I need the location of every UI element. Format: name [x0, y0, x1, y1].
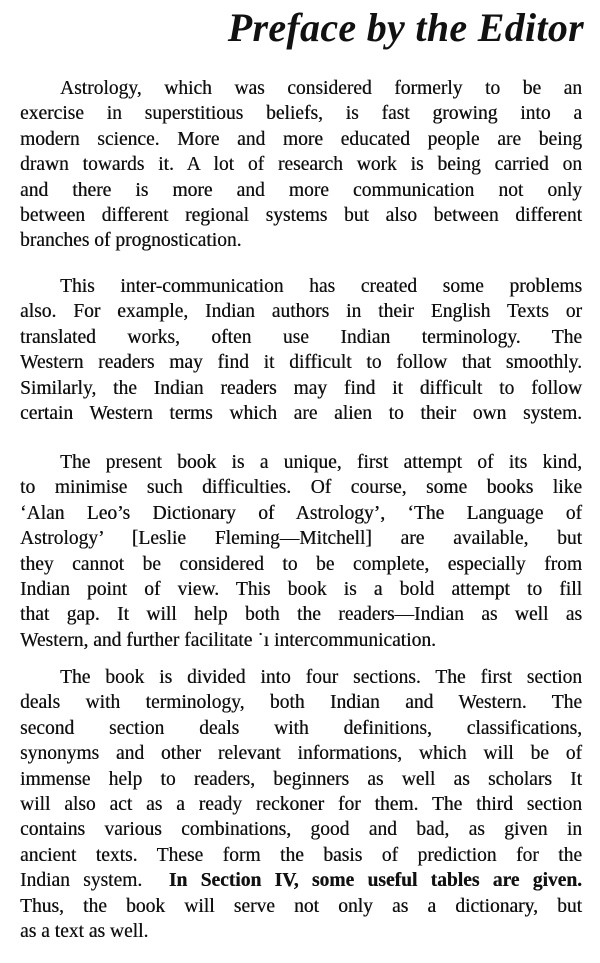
text-line: This inter-communication has created some problems [60, 276, 582, 297]
text-line: second section deals with definitions, classifications, [20, 717, 582, 739]
paragraph-3 [20, 450, 582, 653]
text-line: Astrology’ [Leslie Fleming—Mitchell] are available, but [20, 528, 582, 550]
page-title: Preface by the Editor [227, 5, 584, 50]
text-line: translated works, often use Indian terminology. The [20, 326, 582, 348]
text-line: they cannot be considered to be complete, especially from [20, 553, 582, 575]
text-bold: In Section IV, some useful tables are given. [168, 870, 583, 892]
text-line: ancient texts. These form the basis of prediction for the [20, 844, 582, 866]
text-line: Thus, the book will serve not only as a dictionary, but [20, 895, 582, 917]
text-line: will also act as a ready reckoner for them. The third section [20, 793, 582, 815]
text-line: exercise in superstitious beliefs, is fast growing into a [20, 103, 582, 125]
text-line: Indian point of view. This book is a bold attempt to fill [20, 578, 582, 600]
text-line: between different regional systems but also between different [20, 204, 582, 226]
text-line: branches of prognostication. [20, 230, 242, 252]
text-line: Similarly, the Indian readers may find it difficult to follow [20, 377, 582, 399]
text-line: as a text as well. [20, 920, 149, 942]
text-normal: Indian system. [20, 870, 143, 892]
text-line: Western readers may find it difficult to follow that smoothly. [20, 352, 582, 374]
text-line: and there is more and more communication not only [20, 179, 582, 201]
paragraph-2 [20, 274, 582, 426]
text-line: certain Western terms which are alien to their own system. [20, 402, 582, 424]
text-line: contains various combinations, good and bad, as given in [20, 819, 582, 841]
text-line: Astrology, which was considered formerly to be an [60, 78, 582, 99]
text-line: also. For example, Indian authors in their English Texts or [20, 301, 582, 323]
paragraph-1 [20, 76, 582, 254]
text-line: deals with terminology, both Indian and Western. The [20, 692, 582, 714]
text-line: drawn towards it. A lot of research work is being carried on [20, 154, 582, 176]
text-line: The present book is a unique, first attempt of its kind, [60, 452, 582, 473]
text-line: Western, and further facilitate ˙ı intercommunication. [20, 629, 436, 651]
paragraph-4 [20, 665, 582, 944]
text-line: synonyms and other relevant informations, which will be of [20, 743, 582, 765]
text-line: The book is divided into four sections. The first section [60, 667, 582, 688]
text-line: that gap. It will help both the readers—Indian as well as [20, 604, 582, 626]
text-line: ‘Alan Leo’s Dictionary of Astrology’, ‘The Language of [20, 502, 582, 524]
text-line: modern science. More and more educated people are being [20, 128, 582, 150]
text-line: to minimise such difficulties. Of course, some books like [20, 477, 582, 499]
text-line: immense help to readers, beginners as well as scholars It [20, 768, 582, 790]
text-line [20, 868, 582, 893]
